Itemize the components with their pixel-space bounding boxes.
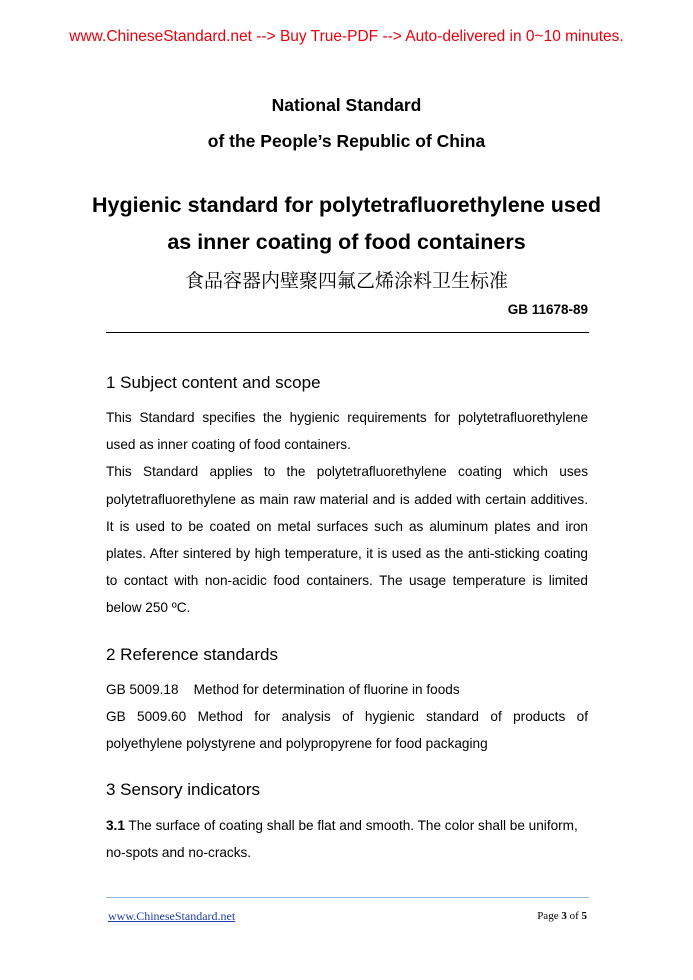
page-number (537, 910, 587, 922)
section-3-heading: 3 Sensory indicators (106, 780, 261, 799)
text-line: below 250 ºC. (106, 600, 191, 616)
clause-text: The surface of coating shall be flat and smooth. The color shall be uniform, (124, 818, 578, 833)
title-divider (106, 332, 589, 333)
text-line: This Standard specifies the hygienic requirements for polytetrafluorethylene (106, 410, 588, 425)
standard-heading-line1: National Standard (271, 95, 422, 115)
standard-heading-line2: of the People’s Republic of China (207, 131, 486, 151)
text-line: plates. After sintered by high temperature, it is used as the anti-sticking coating (106, 545, 588, 561)
document-title-chinese: 食品容器内壁聚四氟乙烯涂料卫生标准 (184, 270, 508, 292)
text-line: to contact with non-acidic food containers. The usage temperature is limited (106, 573, 588, 589)
page-label: Page (537, 910, 559, 922)
clause-number: 3.1 (106, 818, 125, 833)
section-1-heading: 1 Subject content and scope (106, 373, 321, 392)
page-current: 3 (561, 910, 567, 922)
promo-banner[interactable]: www.ChineseStandard.net --> Buy True-PDF --> Auto-delivered in 0~10 minutes. (69, 28, 624, 45)
reference-item: GB 5009.18 Method for determination of fluorine in foods (106, 682, 460, 697)
section-3-body (106, 812, 588, 866)
reference-item-continued: polyethylene polystyrene and polypropyrene for food packaging (106, 736, 488, 752)
section-2-body (106, 676, 588, 758)
text-line: no-spots and no-cracks. (106, 845, 252, 861)
document-title-line2: as inner coating of food containers (167, 230, 526, 254)
page-total: 5 (581, 910, 587, 922)
standard-code: GB 11678-89 (507, 302, 588, 317)
clause-3-1 (106, 812, 588, 839)
text-line: used as inner coating of food containers. (106, 437, 351, 453)
text-line: This Standard applies to the polytetrafluorethylene coating which uses (106, 464, 588, 480)
text-line: It is used to be coated on metal surfaces such as aluminum plates and iron (106, 518, 588, 534)
document-title-line1: Hygienic standard for polytetrafluorethylene used (92, 193, 601, 217)
footer-divider (106, 897, 589, 898)
section-2-heading: 2 Reference standards (106, 645, 278, 664)
section-1-body (106, 404, 588, 622)
page-of: of (569, 910, 579, 922)
text-line: polytetrafluorethylene as main raw material and is added with certain additives. (106, 491, 588, 507)
footer-website-link[interactable]: www.ChineseStandard.net (108, 909, 236, 923)
reference-item: GB 5009.60 Method for analysis of hygienic standard of products of (106, 709, 588, 725)
